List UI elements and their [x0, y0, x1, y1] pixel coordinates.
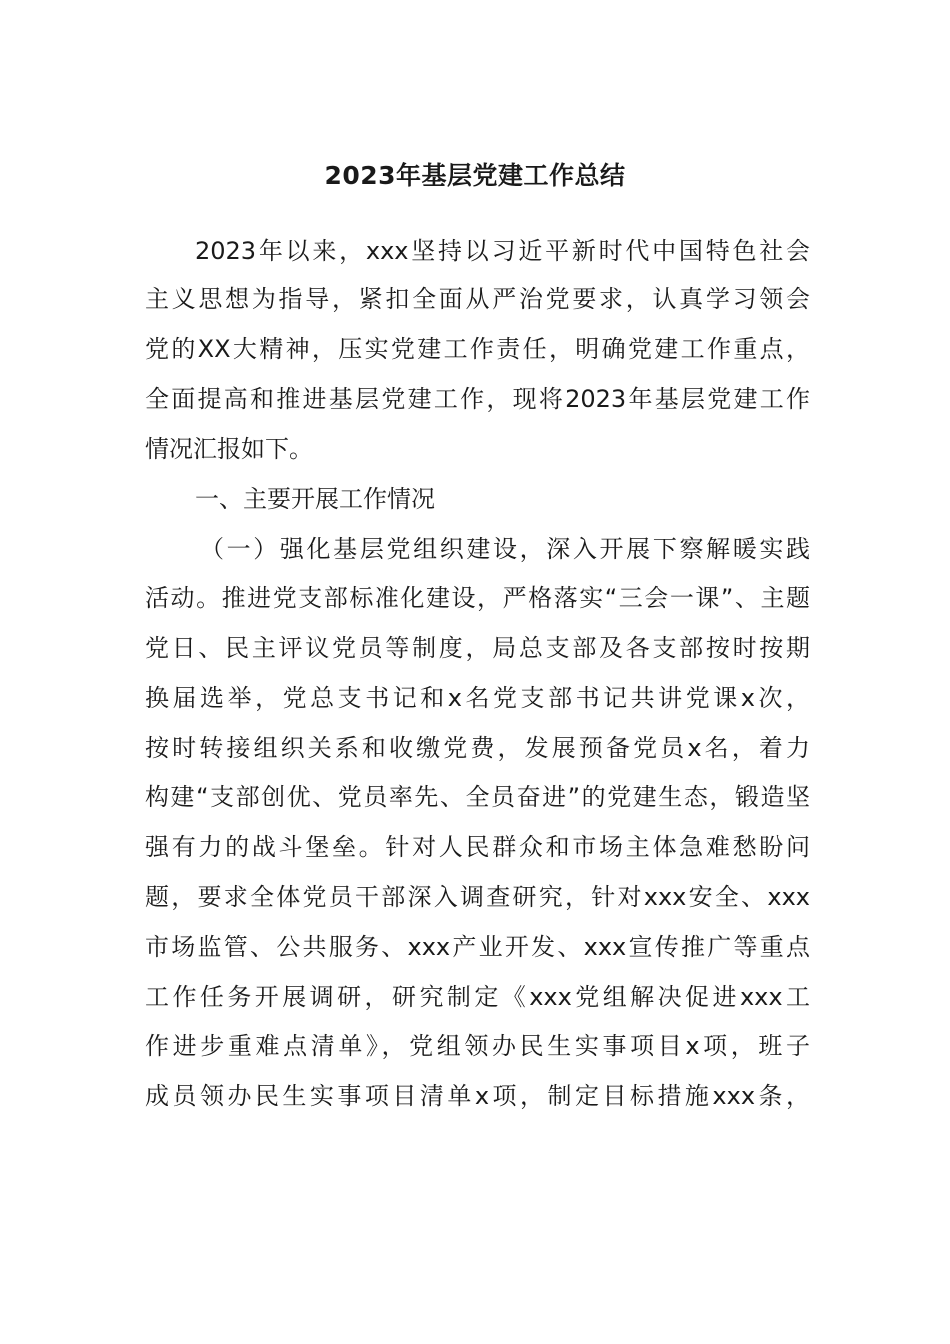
paragraph-line: 工作任务开展调研，研究制定《xxx党组解决促进xxx工	[145, 983, 810, 1011]
paragraph-line: 强有力的战斗堡垒。针对人民群众和市场主体急难愁盼问	[145, 833, 810, 861]
paragraph-line: 市场监管、公共服务、xxx产业开发、xxx宣传推广等重点	[145, 933, 810, 961]
section-heading: 一、主要开展工作情况	[195, 485, 435, 513]
paragraph-line: 活动。推进党支部标准化建设，严格落实“三会一课”、主题	[145, 584, 810, 612]
paragraph-line: 2023年以来，xxx坚持以习近平新时代中国特色社会	[195, 237, 810, 265]
paragraph-line: 情况汇报如下。	[145, 435, 313, 463]
document-title: 2023年基层党建工作总结	[324, 161, 626, 190]
paragraph-line: 按时转接组织关系和收缴党费，发展预备党员x名，着力	[145, 734, 810, 762]
paragraph-line: 党的XX大精神，压实党建工作责任，明确党建工作重点，	[145, 335, 810, 363]
paragraph-line: 全面提高和推进基层党建工作，现将2023年基层党建工作	[145, 385, 810, 413]
paragraph-line: 换届选举，党总支书记和x名党支部书记共讲党课x次，	[145, 684, 810, 712]
paragraph-line: 题，要求全体党员干部深入调查研究，针对xxx安全、xxx	[145, 883, 810, 911]
paragraph-line: 成员领办民生实事项目清单x项，制定目标措施xxx条，	[145, 1082, 810, 1110]
paragraph-line: 构建“支部创优、党员率先、全员奋进”的党建生态，锻造坚	[145, 783, 810, 811]
paragraph-line: 党日、民主评议党员等制度，局总支部及各支部按时按期	[145, 634, 810, 662]
subsection-heading-line: （一）强化基层党组织建设，深入开展下察解暖实践	[200, 535, 810, 563]
paragraph-line: 作进步重难点清单》，党组领办民生实事项目x项，班子	[145, 1032, 810, 1060]
paragraph-line: 主义思想为指导，紧扣全面从严治党要求，认真学习领会	[145, 285, 810, 313]
